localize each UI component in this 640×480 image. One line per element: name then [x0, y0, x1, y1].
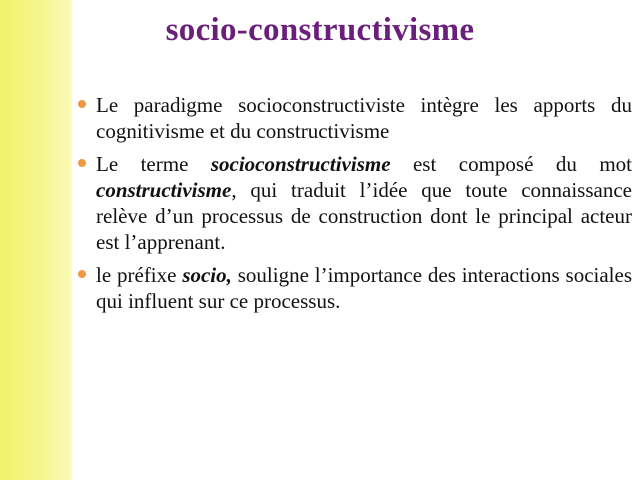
bullet-text: le préfixe	[96, 263, 183, 287]
bullet-text: est composé du mot	[390, 152, 632, 176]
bullet-text: Le terme	[96, 152, 211, 176]
bullet-list	[96, 92, 632, 321]
bullet-dot-icon	[78, 159, 86, 167]
emphasized-term: constructivisme	[96, 178, 232, 202]
slide-title: socio-constructivisme	[165, 12, 475, 48]
bullet-dot-icon	[78, 100, 86, 108]
bullet-item	[96, 151, 632, 255]
emphasized-term: socio,	[182, 263, 232, 287]
bullet-dot-icon	[78, 270, 86, 278]
bullet-text: Le paradigme socioconstructiviste intègre les apports du cognitivisme et du constructivisme	[96, 93, 632, 143]
side-decoration-band	[0, 0, 72, 480]
bullet-item	[96, 92, 632, 144]
emphasized-term: socioconstructivisme	[210, 152, 391, 176]
bullet-text: souligne l’importance des interactions sociales qui influent sur ce processus.	[96, 263, 632, 313]
side-band-edge	[70, 0, 72, 480]
bullet-item	[96, 262, 632, 314]
bullet-text: , qui traduit l’idée que toute connaissance relève d’un processus de construction dont le principal acteur est l’apprenant.	[96, 178, 632, 254]
